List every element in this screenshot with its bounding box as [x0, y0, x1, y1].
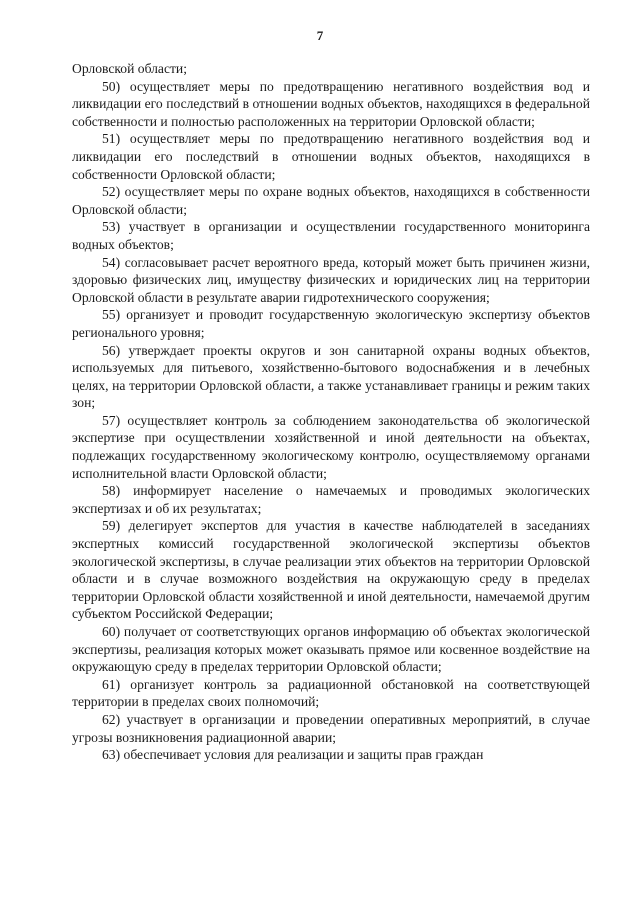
paragraph-item-54: 54) согласовывает расчет вероятного вреда, который может быть причинен жизни, здоровью физических лиц, имуществу физических и юридических лиц на территории Орловской области в результате аварии гидротехнического сооружения; [72, 254, 590, 305]
paragraph-item-55: 55) организует и проводит государственную экологическую экспертизу объектов регионального уровня; [72, 307, 590, 340]
document-body [72, 60, 590, 764]
paragraph-item-58: 58) информирует население о намечаемых и проводимых экологических экспертизах и об их результатах; [72, 483, 590, 516]
paragraph-item-53: 53) участвует в организации и осуществлении государственного мониторинга водных объектов; [72, 219, 590, 252]
paragraph-item-57: 57) осуществляет контроль за соблюдением законодательства об экологической экспертизе при осуществлении хозяйственной и иной деятельности на объектах, подлежащих государственному экологическому контролю, осуществляемому органами исполнительной власти Орловской области; [72, 412, 590, 481]
paragraph-item-62: 62) участвует в организации и проведении оперативных мероприятий, в случае угрозы возникновения радиационной аварии; [72, 711, 590, 745]
paragraph-item-59: 59) делегирует экспертов для участия в качестве наблюдателей в заседаниях экспертных комиссий государственной экологической экспертизы объектов экологической экспертизы, в случае реализации этих объектов на территории Орловской области и в случае возможного воздействия на окружающую среду в пределах территории Орловской области хозяйственной и иной деятельности, намечаемой другим субъектом Российской Федерации; [72, 518, 590, 622]
paragraph-item-52: 52) осуществляет меры по охране водных объектов, находящихся в собственности Орловской области; [72, 184, 590, 217]
paragraph-item-56: 56) утверждает проекты округов и зон санитарной охраны водных объектов, используемых для питьевого, хозяйственно-бытового водоснабжения и в лечебных целях, на территории Орловской области, а также устанавливает границы и режим таких зон; [72, 342, 590, 411]
paragraph-item-51: 51) осуществляет меры по предотвращению негативного воздействия вод и ликвидации его последствий в отношении водных объектов, находящихся в собственности Орловской области; [72, 131, 590, 182]
page-number: 7 [316, 28, 324, 43]
paragraph-item-50: 50) осуществляет меры по предотвращению негативного воздействия вод и ликвидации его последствий в отношении водных объектов, находящихся в федеральной собственности и полностью расположенных на территории Орловской области; [72, 78, 590, 129]
paragraph-item-63: 63) обеспечивает условия для реализации и защиты прав граждан [102, 747, 484, 763]
paragraph-continuation: Орловской области; [72, 61, 187, 76]
paragraph-item-61: 61) организует контроль за радиационной обстановкой на соответствующей территории в пределах своих полномочий; [72, 676, 590, 710]
paragraph-item-60: 60) получает от соответствующих органов информацию об объектах экологической экспертизы, реализация которых может оказывать прямое или косвенное воздействие на окружающую среду в пределах территории Орловской области; [72, 624, 590, 675]
